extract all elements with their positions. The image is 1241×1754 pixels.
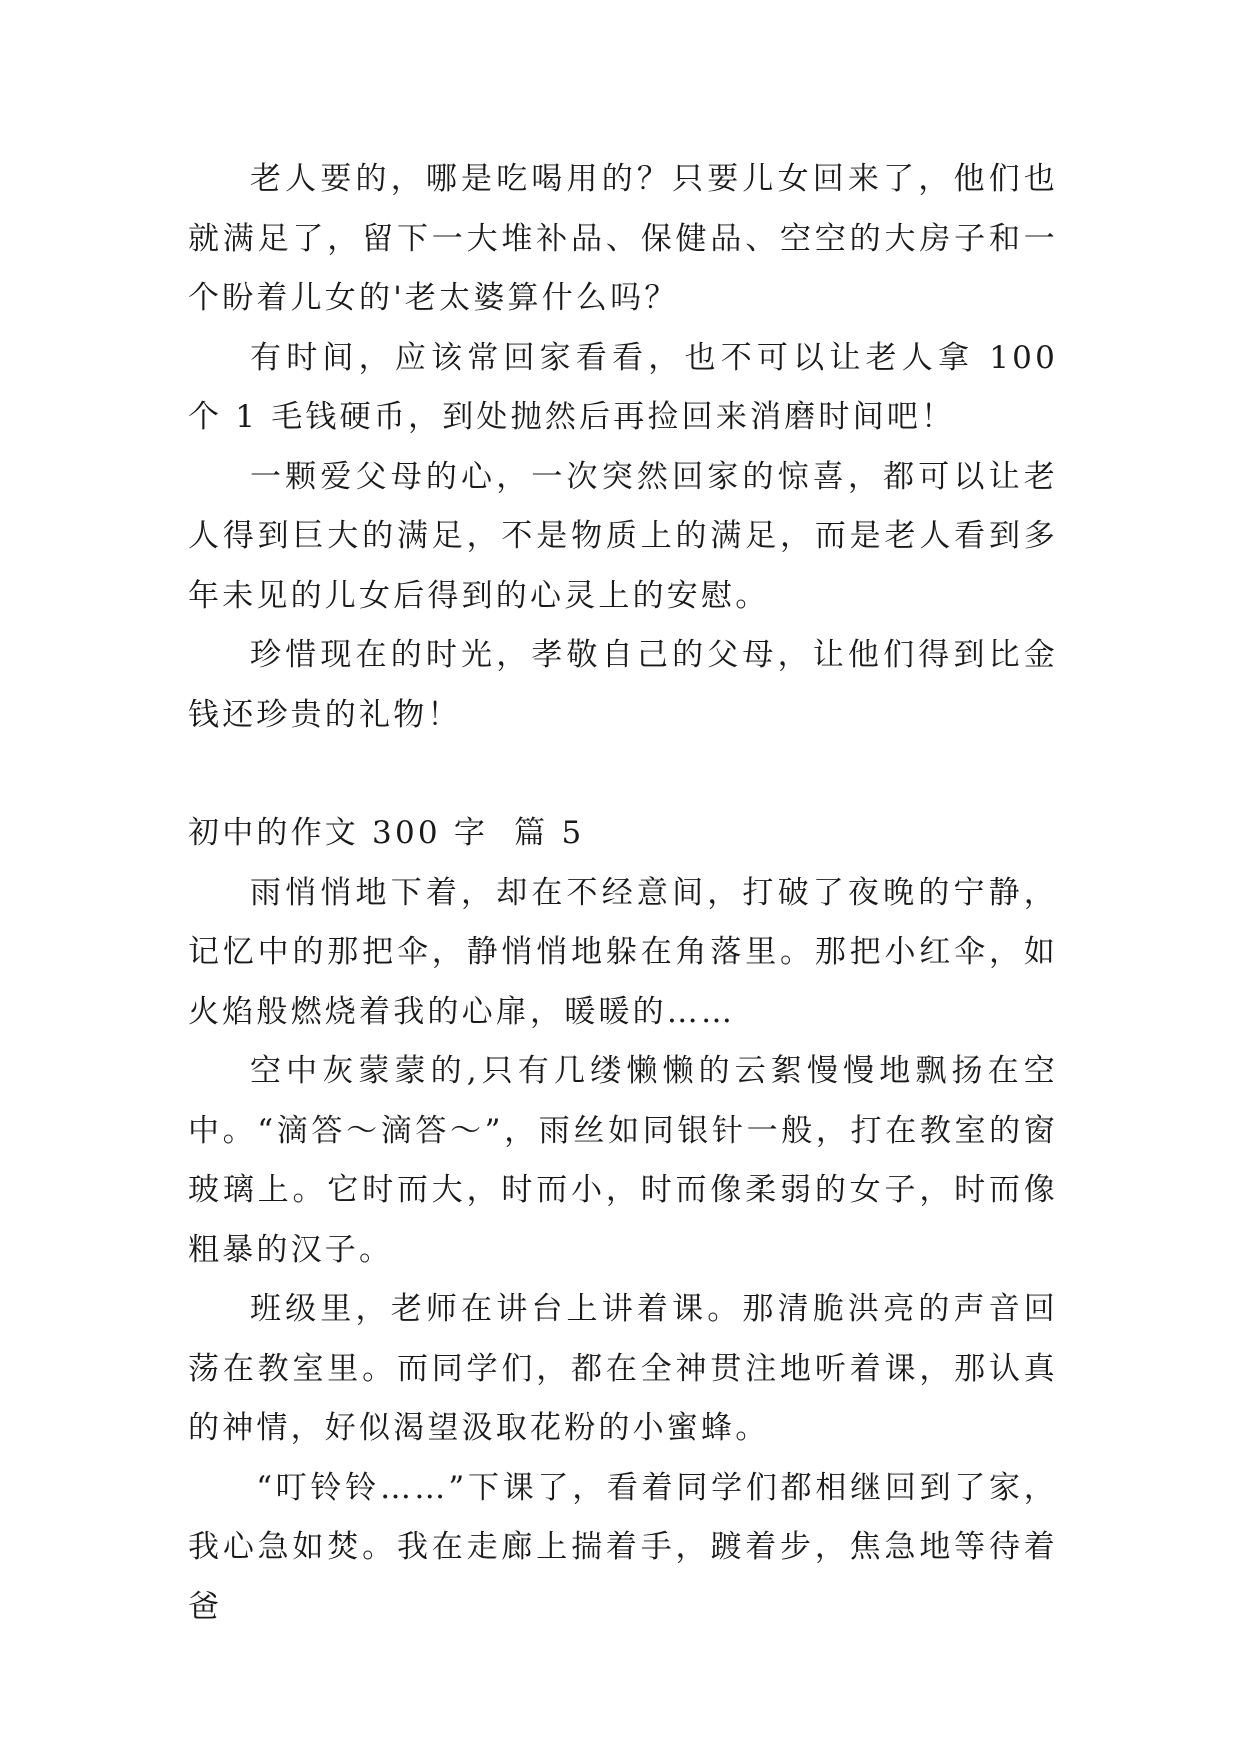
document-page — [188, 150, 1072, 1637]
paragraph-grey-sky: 空中灰蒙蒙的,只有几缕懒懒的云絮慢慢地飘扬在空中。“滴答～滴答～”，雨丝如同银针一般，打在教室的窗玻璃上。它时而大，时而小，时而像柔弱的女子，时而像粗暴的汉子。 — [188, 1053, 1058, 1268]
paragraph-bell-rings: “叮铃铃……”下课了，看着同学们都相继回到了家，我心急如焚。我在走廊上揣着手，踱着步，焦急地等待着爸 — [188, 1469, 1058, 1625]
paragraph-visit-home: 有时间，应该常回家看看，也不可以让老人拿 100 个 1 毛钱硬币，到处抛然后再捡回来消磨时间吧！ — [188, 339, 1072, 435]
paragraph-loving-heart: 一颗爱父母的心，一次突然回家的惊喜，都可以让老人得到巨大的满足，不是物质上的满足，而是老人看到多年未见的儿女后得到的心灵上的安慰。 — [188, 458, 1058, 614]
paragraph-classroom: 班级里，老师在讲台上讲着课。那清脆洪亮的声音回荡在教室里。而同学们，都在全神贯注地听着课，那认真的神情，好似渴望汲取花粉的小蜜蜂。 — [188, 1291, 1058, 1446]
paragraph-rain-night: 雨悄悄地下着，却在不经意间，打破了夜晚的宁静，记忆中的那把伞，静悄悄地躲在角落里。那把小红伞，如火焰般燃烧着我的心扉，暖暖的…… — [188, 874, 1058, 1030]
paragraph-cherish-time: 珍惜现在的时光，孝敬自己的父母，让他们得到比金钱还珍贵的礼物！ — [188, 637, 1058, 733]
essay-heading: 初中的作文 300 字 篇 5 — [188, 815, 585, 851]
paragraph-elderly-wants: 老人要的，哪是吃喝用的？只要儿女回来了，他们也就满足了，留下一大堆补品、保健品、空空的大房子和一个盼着儿女的'老太婆算什么吗？ — [188, 161, 1058, 316]
